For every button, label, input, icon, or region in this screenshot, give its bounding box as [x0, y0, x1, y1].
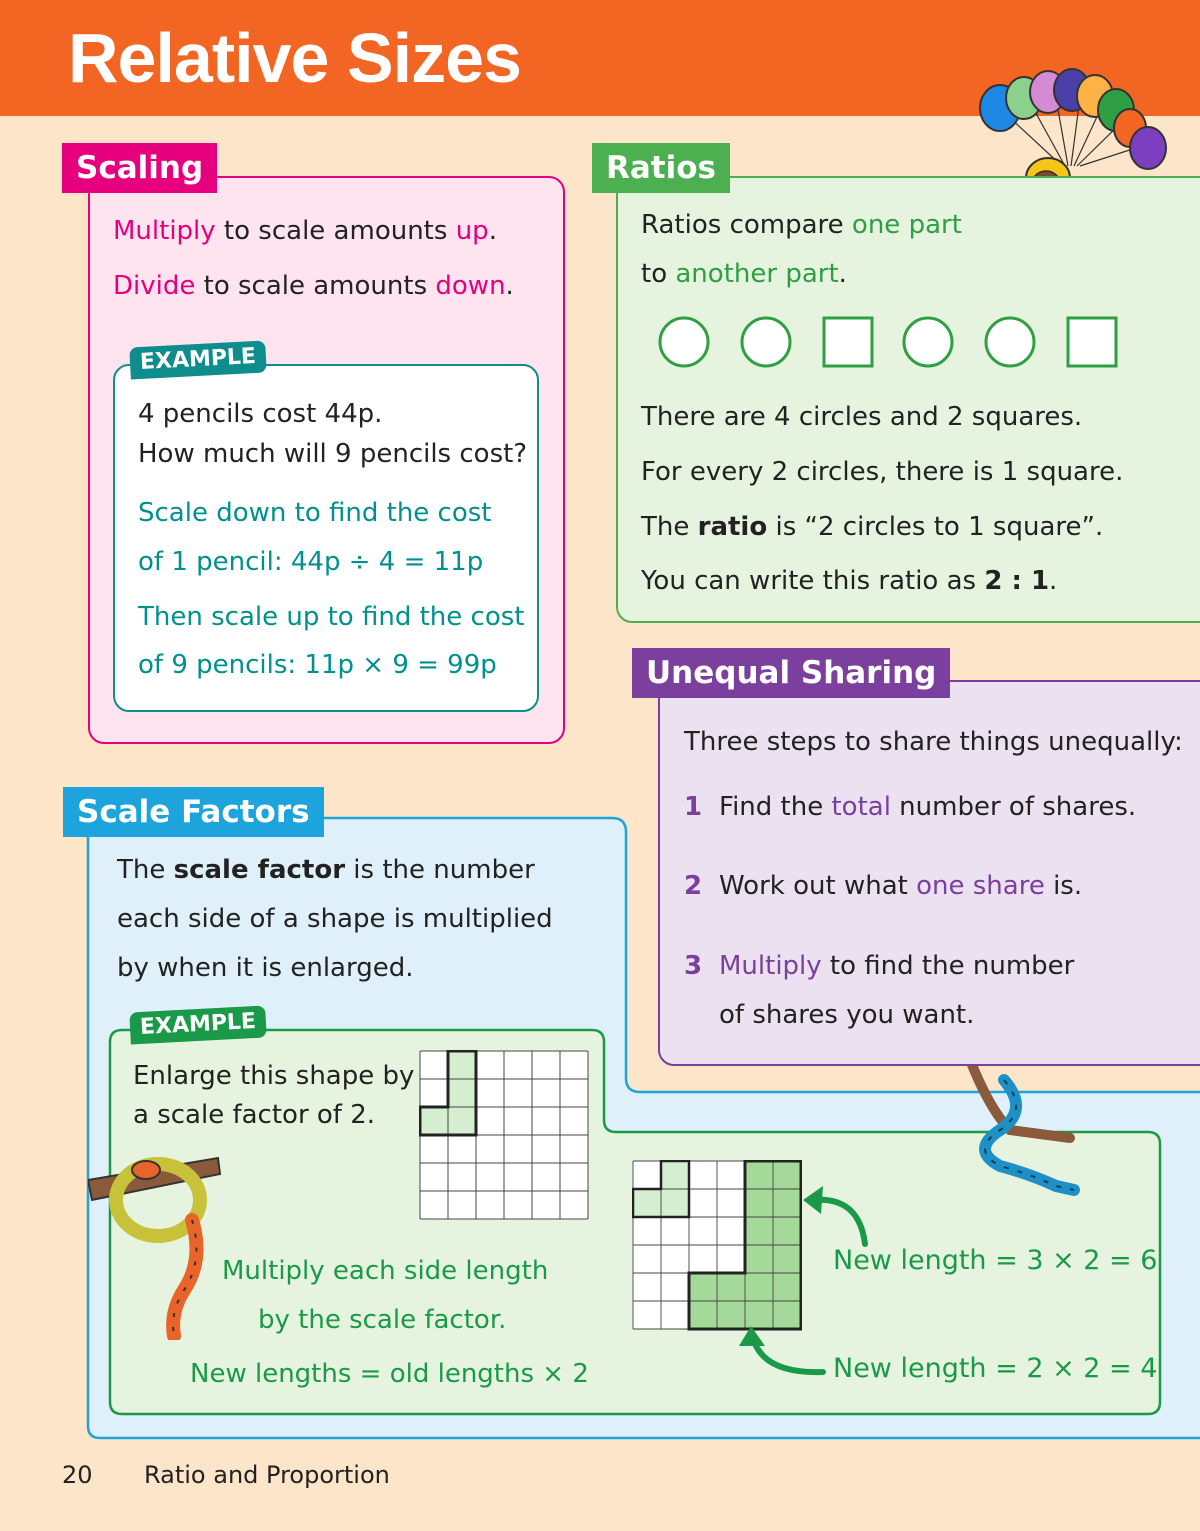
arrow-head-icon	[803, 1186, 823, 1214]
new-length-base: New length = 2 × 2 = 4	[833, 1353, 1158, 1384]
step-1-number: 1	[684, 792, 703, 822]
arrow-to-base	[753, 1338, 823, 1372]
scaling-line-up: Multiply to scale amounts up.	[113, 216, 497, 246]
scaling-solution-2: of 1 pencil: 44p ÷ 4 = 11p	[138, 547, 484, 577]
page-number: 20	[62, 1461, 93, 1489]
scale-factors-heading: Scale Factors	[63, 787, 324, 837]
ratio-square-1	[824, 318, 872, 366]
snake-illustration	[88, 1140, 228, 1340]
step-3-text: Multiply to find the number	[719, 951, 1075, 981]
section-name: Ratio and Proportion	[144, 1461, 390, 1489]
new-lengths-formula: New lengths = old lengths × 2	[190, 1359, 589, 1389]
ratio-circle-3	[904, 318, 952, 366]
ratios-line-1: There are 4 circles and 2 squares.	[641, 402, 1083, 432]
scaling-heading: Scaling	[62, 143, 217, 193]
ratio-circle-4	[986, 318, 1034, 366]
ratios-line-2: For every 2 circles, there is 1 square.	[641, 457, 1124, 487]
ratio-square-2	[1068, 318, 1116, 366]
blue-snake-illustration	[940, 1050, 1040, 1200]
multiply-instruction-1: Multiply each side length	[222, 1256, 549, 1286]
scaling-example-label: EXAMPLE	[129, 340, 267, 379]
scale-factor-def-2: each side of a shape is multiplied	[117, 904, 553, 934]
scale-factor-def-1: The scale factor is the number	[117, 855, 535, 885]
scaling-solution-4: of 9 pencils: 11p × 9 = 99p	[138, 650, 497, 680]
step-2-number: 2	[684, 871, 703, 901]
ratios-heading: Ratios	[592, 143, 730, 193]
ratios-line-4: You can write this ratio as 2 : 1.	[641, 566, 1058, 596]
unequal-intro: Three steps to share things unequally:	[684, 727, 1183, 757]
step-1-text: Find the total number of shares.	[719, 792, 1137, 822]
scaling-solution-1: Scale down to find the cost	[138, 498, 492, 528]
step-2-text: Work out what one share is.	[719, 871, 1083, 901]
ratio-circle-1	[660, 318, 708, 366]
arrow-head-icon	[739, 1326, 765, 1346]
scaling-solution-3: Then scale up to find the cost	[138, 602, 525, 632]
enlarge-question-1: Enlarge this shape by	[133, 1061, 415, 1091]
scale-factor-def-3: by when it is enlarged.	[117, 953, 414, 983]
scaling-line-down: Divide to scale amounts down.	[113, 271, 514, 301]
original-shape-grid	[419, 1050, 589, 1222]
ratios-panel	[616, 176, 1200, 623]
scaling-question-2: How much will 9 pencils cost?	[138, 439, 528, 469]
unequal-sharing-heading: Unequal Sharing	[632, 648, 950, 698]
ratios-intro-1: Ratios compare one part	[641, 210, 962, 240]
ratio-circle-2	[742, 318, 790, 366]
step-3-text-cont: of shares you want.	[719, 1000, 975, 1030]
step-3-number: 3	[684, 951, 703, 981]
page-title: Relative Sizes	[68, 19, 521, 97]
new-length-height: New length = 3 × 2 = 6	[833, 1245, 1158, 1276]
enlarge-question-2: a scale factor of 2.	[133, 1100, 376, 1130]
ratio-shapes-row	[652, 312, 1122, 374]
ratios-intro-2: to another part.	[641, 259, 847, 289]
multiply-instruction-2: by the scale factor.	[258, 1305, 507, 1335]
scaling-question-1: 4 pencils cost 44p.	[138, 399, 383, 429]
ratios-line-3: The ratio is “2 circles to 1 square”.	[641, 512, 1104, 542]
scale-factor-example-label: EXAMPLE	[129, 1005, 267, 1044]
